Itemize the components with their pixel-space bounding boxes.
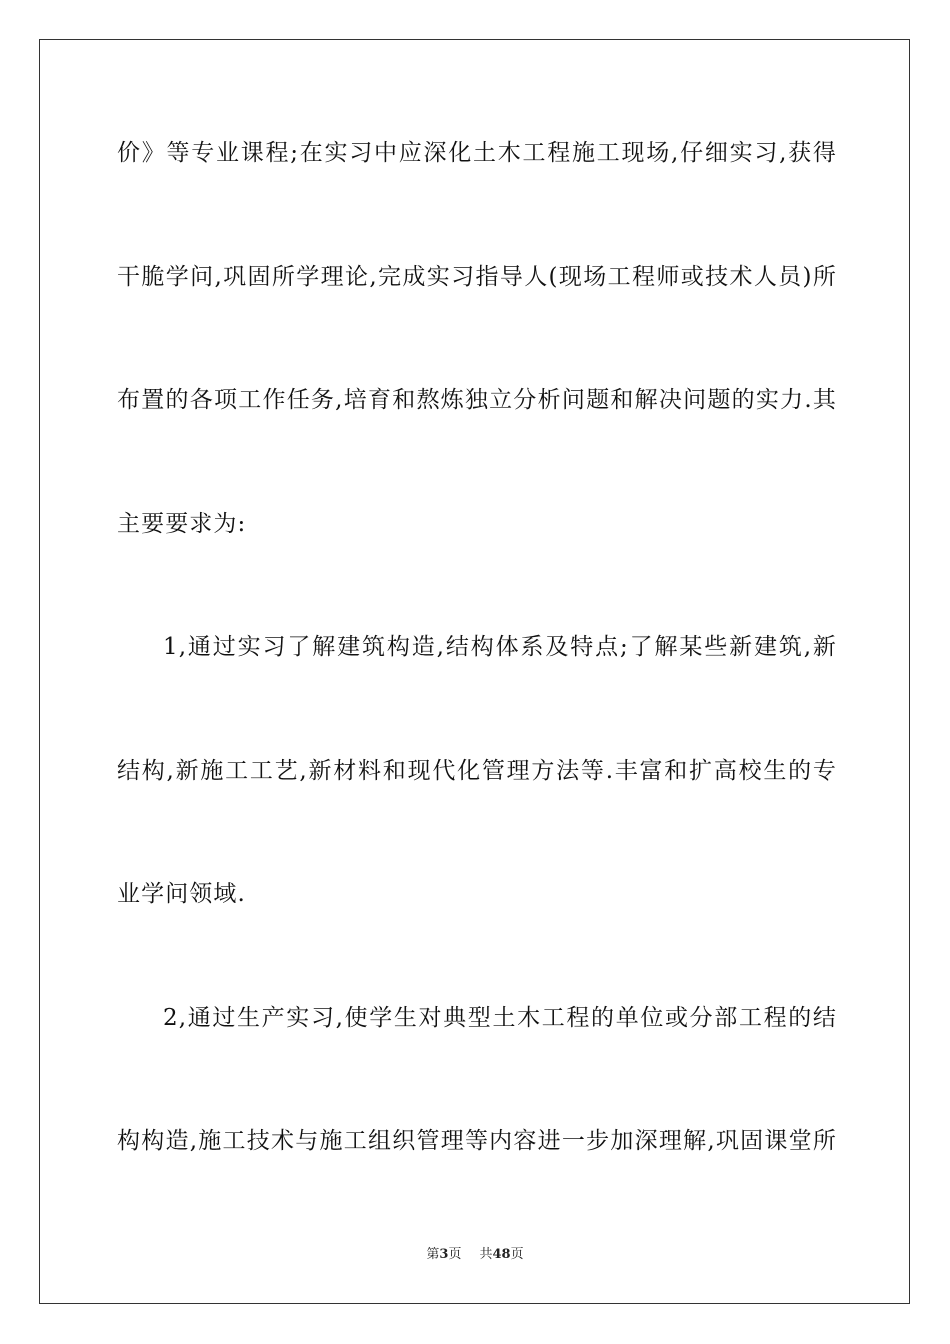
page-border	[39, 39, 910, 1304]
text-line-5: 1,通过实习了解建筑构造,结构体系及特点;了解某些新建筑,新	[163, 634, 837, 660]
text-line-2: 干脆学问,巩固所学理论,完成实习指导人(现场工程师或技术人员)所	[117, 264, 837, 290]
text-line-9: 构构造,施工技术与施工组织管理等内容进一步加深理解,巩固课堂所	[117, 1128, 837, 1154]
page-footer	[0, 1246, 950, 1264]
total-suffix: 页	[510, 1247, 524, 1262]
page-number: 3	[439, 1247, 449, 1262]
text-line-6: 结构,新施工工艺,新材料和现代化管理方法等.丰富和扩高校生的专	[117, 758, 837, 784]
text-line-7: 业学问领域.	[117, 881, 246, 907]
text-line-8: 2,通过生产实习,使学生对典型土木工程的单位或分部工程的结	[163, 1005, 837, 1031]
page-suffix: 页	[448, 1247, 462, 1262]
total-prefix: 共	[479, 1247, 493, 1262]
text-line-1: 价》等专业课程;在实习中应深化土木工程施工现场,仔细实习,获得	[117, 140, 837, 166]
total-pages: 48	[492, 1247, 511, 1262]
text-line-3: 布置的各项工作任务,培育和熬炼独立分析问题和解决问题的实力.其	[117, 387, 837, 413]
text-line-4: 主要要求为:	[117, 511, 247, 537]
page-prefix: 第	[426, 1247, 440, 1262]
